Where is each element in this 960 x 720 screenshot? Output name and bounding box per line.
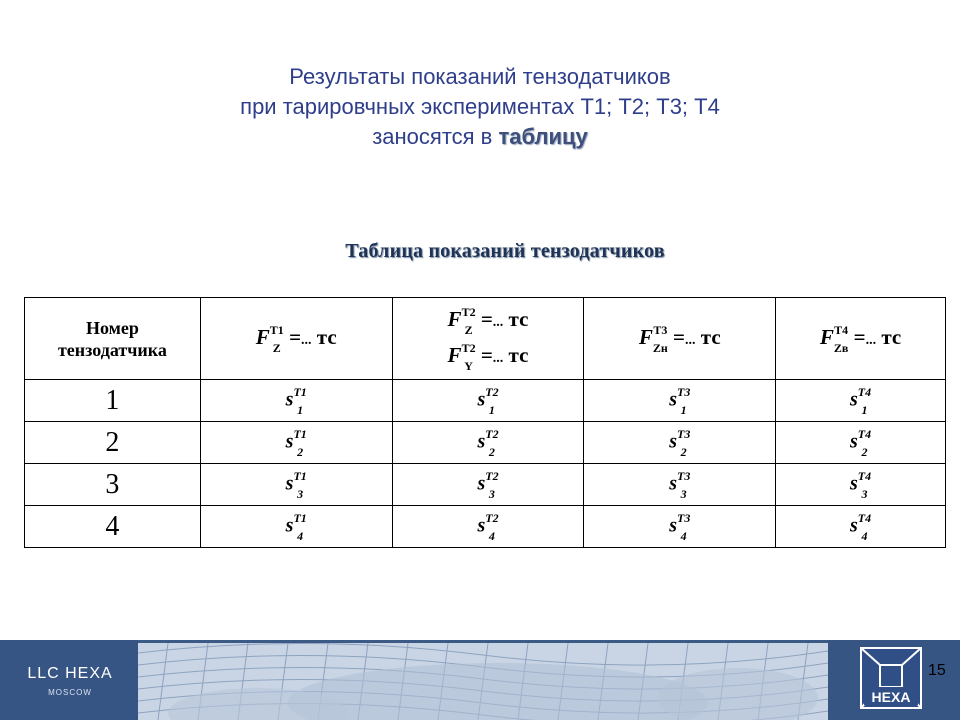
table-row [25, 506, 946, 548]
readings-table [24, 297, 946, 548]
hdr-t3-sub: Zн [652, 340, 668, 355]
table-row [25, 422, 946, 464]
reading-sup: T3 [677, 384, 691, 399]
reading-sub: 4 [861, 528, 868, 543]
reading-sup: T1 [293, 384, 307, 399]
reading-sup: T2 [485, 384, 499, 399]
hdr-t3-dots: ... [685, 332, 696, 348]
hdr-t3-sup: T3 [653, 322, 668, 337]
reading-sub: 2 [680, 444, 687, 459]
hdr-t2y-sub: Y [464, 358, 473, 373]
reading-cell [200, 506, 392, 548]
hdr-t2z-dots: ... [492, 314, 504, 330]
hdr-t2y-unit: тс [508, 342, 529, 367]
hdr-t1-sub: Z [272, 340, 281, 355]
reading-sub: 3 [488, 486, 495, 501]
reading-cell [776, 380, 946, 422]
header-t4 [776, 298, 946, 380]
reading-cell [392, 464, 584, 506]
reading-sup: T4 [857, 384, 872, 399]
hdr-t2z-F: F [447, 306, 462, 331]
reading-sup: T3 [677, 468, 691, 483]
reading-base: s [477, 472, 486, 495]
reading-sub: 3 [297, 486, 304, 501]
reading-sup: T2 [485, 468, 499, 483]
logo-text: HEXA [871, 689, 911, 705]
reading-base: s [850, 514, 858, 537]
hdr-t4-unit: тс [881, 324, 902, 349]
title-line-2: при тарировчных экспериментах Т1; Т2; Т3; Т4 [240, 94, 720, 119]
header-sensor-number-line1: Номер [85, 317, 139, 338]
reading-cell [776, 422, 946, 464]
reading-base: s [285, 472, 294, 495]
reading-sub: 1 [861, 402, 868, 417]
reading-sup: T1 [293, 468, 307, 483]
hdr-t1-eq: = [289, 324, 302, 349]
reading-sub: 4 [297, 528, 304, 543]
reading-cell [200, 380, 392, 422]
reading-cell [392, 422, 584, 464]
hdr-t3-eq: = [673, 324, 686, 349]
hdr-t4-F: F [819, 324, 834, 349]
header-t2-fy [393, 342, 584, 372]
hdr-t2z-sub: Z [464, 322, 473, 337]
page-number: 15 [928, 662, 946, 679]
hdr-t1-F: F [255, 324, 270, 349]
reading-sup: T4 [857, 510, 872, 525]
reading-sub: 2 [861, 444, 868, 459]
title-line-3-prefix: заносятся в [372, 124, 499, 149]
reading-cell [584, 380, 776, 422]
header-sensor-number [25, 298, 201, 380]
row-number: 2 [25, 422, 201, 464]
header-t3 [584, 298, 776, 380]
company-name: LLC HEXA [27, 665, 113, 682]
reading-cell [584, 422, 776, 464]
header-sensor-number-line2: тензодатчика [57, 339, 167, 360]
reading-sub: 4 [488, 528, 495, 543]
table-header-row [25, 298, 946, 380]
table-row [25, 464, 946, 506]
hdr-t2y-eq: = [480, 342, 493, 367]
reading-base: s [850, 472, 858, 495]
reading-base: s [285, 388, 294, 411]
row-number: 3 [25, 464, 201, 506]
reading-base: s [477, 388, 486, 411]
reading-sub: 3 [861, 486, 868, 501]
reading-cell [392, 506, 584, 548]
reading-sup: T1 [293, 426, 307, 441]
row-number: 4 [25, 506, 201, 548]
hdr-t1-sup: T1 [269, 322, 284, 337]
hdr-t2z-sup: T2 [461, 304, 476, 319]
reading-cell [776, 464, 946, 506]
table-caption: Таблица показаний тензодатчиков [345, 240, 665, 262]
reading-sub: 2 [297, 444, 304, 459]
hdr-t4-eq: = [853, 324, 866, 349]
header-t2 [392, 298, 584, 380]
reading-base: s [285, 430, 294, 453]
reading-cell [200, 422, 392, 464]
reading-base: s [669, 388, 677, 411]
reading-sup: T1 [293, 510, 307, 525]
reading-cell [584, 464, 776, 506]
hdr-t4-sup: T4 [834, 322, 849, 337]
company-city: MOSCOW [48, 688, 92, 697]
hdr-t2z-unit: тс [508, 306, 529, 331]
reading-sub: 1 [297, 402, 304, 417]
reading-sub: 4 [680, 528, 687, 543]
reading-base: s [669, 472, 677, 495]
table-link[interactable]: таблицу [498, 124, 588, 149]
hdr-t1-unit: тс [316, 324, 337, 349]
reading-base: s [669, 430, 677, 453]
hexa-logo-icon [860, 647, 922, 709]
reading-base: s [669, 514, 677, 537]
hdr-t2z-eq: = [480, 306, 493, 331]
reading-sup: T2 [485, 426, 499, 441]
reading-base: s [850, 430, 858, 453]
hdr-t4-dots: ... [865, 332, 877, 348]
hdr-t3-unit: тс [700, 324, 721, 349]
table-row [25, 380, 946, 422]
reading-sup: T4 [857, 468, 872, 483]
slide-title [0, 62, 960, 152]
reading-cell [200, 464, 392, 506]
reading-sub: 2 [488, 444, 495, 459]
hdr-t2y-F: F [447, 342, 462, 367]
reading-base: s [477, 430, 486, 453]
hdr-t2y-dots: ... [492, 350, 504, 366]
reading-base: s [477, 514, 486, 537]
reading-sub: 1 [680, 402, 687, 417]
hdr-t2y-sup: T2 [461, 340, 476, 355]
reading-sup: T2 [485, 510, 499, 525]
header-t1 [200, 298, 392, 380]
title-line-1: Результаты показаний тензодатчиков [289, 64, 671, 89]
mesh-banner-image [138, 643, 828, 720]
reading-cell [392, 380, 584, 422]
reading-sub: 1 [488, 402, 495, 417]
hdr-t4-sub: Zв [833, 340, 849, 355]
reading-sup: T4 [857, 426, 872, 441]
hdr-t1-dots: ... [301, 332, 312, 348]
header-t2-fz [393, 306, 584, 336]
row-number: 1 [25, 380, 201, 422]
reading-base: s [285, 514, 294, 537]
reading-cell [776, 506, 946, 548]
reading-sup: T3 [677, 510, 691, 525]
reading-sub: 3 [680, 486, 687, 501]
reading-base: s [850, 388, 858, 411]
hdr-t3-F: F [638, 324, 653, 349]
title-line-3 [0, 122, 960, 152]
reading-sup: T3 [677, 426, 691, 441]
reading-cell [584, 506, 776, 548]
